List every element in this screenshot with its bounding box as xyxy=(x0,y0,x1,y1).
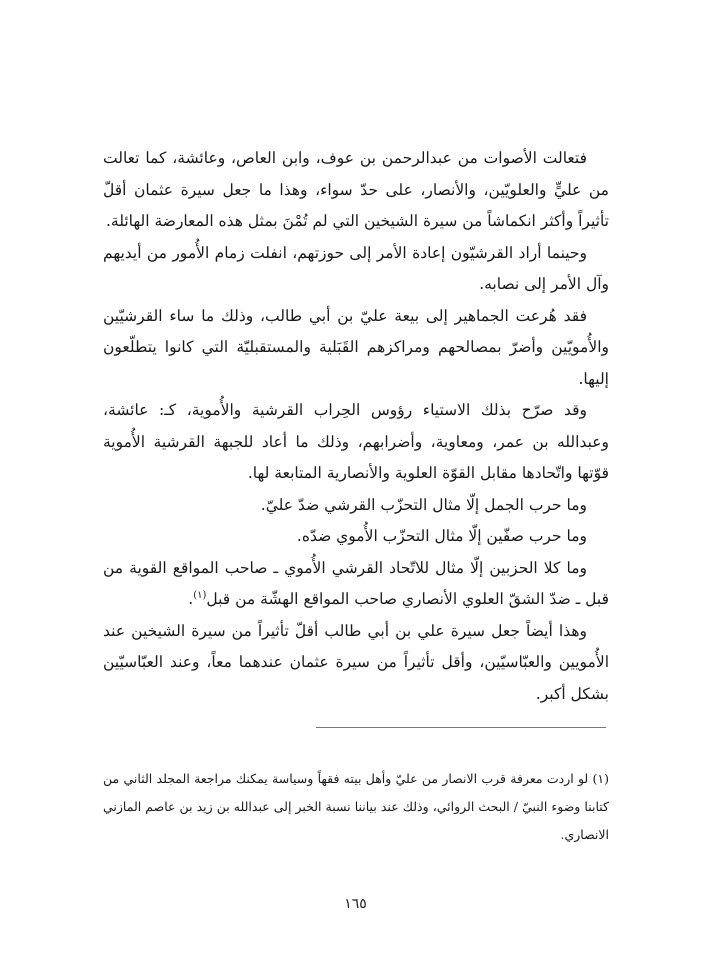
paragraph-7-text: وما كلا الحزبين إلّا مثال للاتّحاد القرشي الأُموي ـ صاحب المواقع القوية من قبل ـ ضدّ الشقّ العلوي الأنصاري صاحب المواقع الهشّة من قبل xyxy=(103,558,609,608)
paragraph-4: وقد صرّح بذلك الاستياء رؤوس الحِراب القرشية والأُموية، كـ: عائشة، وعبدالله بن عمر، ومعاوية، وأضرابهم، وذلك ما أعاد للجبهة القرشية الأُموية قوّتها واتّحادها مقابل القوّة العلوية والأنصارية المتابعة لها. xyxy=(103,401,609,482)
footnote xyxy=(103,765,609,849)
paragraph-5: وما حرب الجمل إلّا مثال التحزّب القرشي ضدّ عليّ. xyxy=(260,495,587,514)
main-text xyxy=(103,143,609,710)
paragraph-3: فقد هُرعت الجماهير إلى بيعة عليّ بن أبي طالب، وذلك ما ساء القرشيّين والأُمويّين وأضرّ بمصالحهم ومراكزهم القَبَلية والمستقبليّة التي كانوا يتطلّعون إليها. xyxy=(103,306,609,388)
paragraph-1: فتعالت الأصوات من عبدالرحمن بن عوف، وابن العاص، وعائشة، كما تعالت من عليٍّ والعلويّين، والأنصار، على حدّ سواء، وهذا ما جعل سيرة عثمان أقلّ تأثيراً وأكثر انكماشاً من سيرة الشيخين التي لم تُمْنَ بمثل هذه المعارضة الهائلة. xyxy=(103,149,609,230)
paragraph-7-end: . xyxy=(188,590,194,608)
paragraph-7 xyxy=(103,553,609,616)
footnote-reference[interactable]: (١) xyxy=(193,589,207,601)
page-number: ١٦٥ xyxy=(344,896,367,912)
footnote-text: (١) لو اردت معرفة قرب الانصار من عليّ وأهل بيته فقهاً وسياسة يمكنك مراجعة المجلد الثاني من كتابنا وضوء النبيّ / البحث الروائي، وذلك عند بياننا نسبة الخبر إلى عبدالله بن زيد بن عاصم المازني الانصاري. xyxy=(103,771,609,842)
paragraph-6: وما حرب صفّين إلّا مثال التحزّب الأُموي ضدّه. xyxy=(296,527,587,545)
paragraph-2: وحينما أراد القرشيّون إعادة الأمر إلى حوزتهم، انفلت زمام الأُمور من أيديهم وآل الأمر إلى نصابه. xyxy=(103,243,609,293)
footnote-divider xyxy=(316,727,606,728)
paragraph-8: وهذا أيضاً جعل سيرة علي بن أبي طالب أقلّ تأثيراً من سيرة الشيخين عند الأُمويين والعبّاسيّين، وأقل تأثيراً من سيرة عثمان عندهما معاً، وعند العبّاسيّين بشكل أكبر. xyxy=(103,621,609,703)
